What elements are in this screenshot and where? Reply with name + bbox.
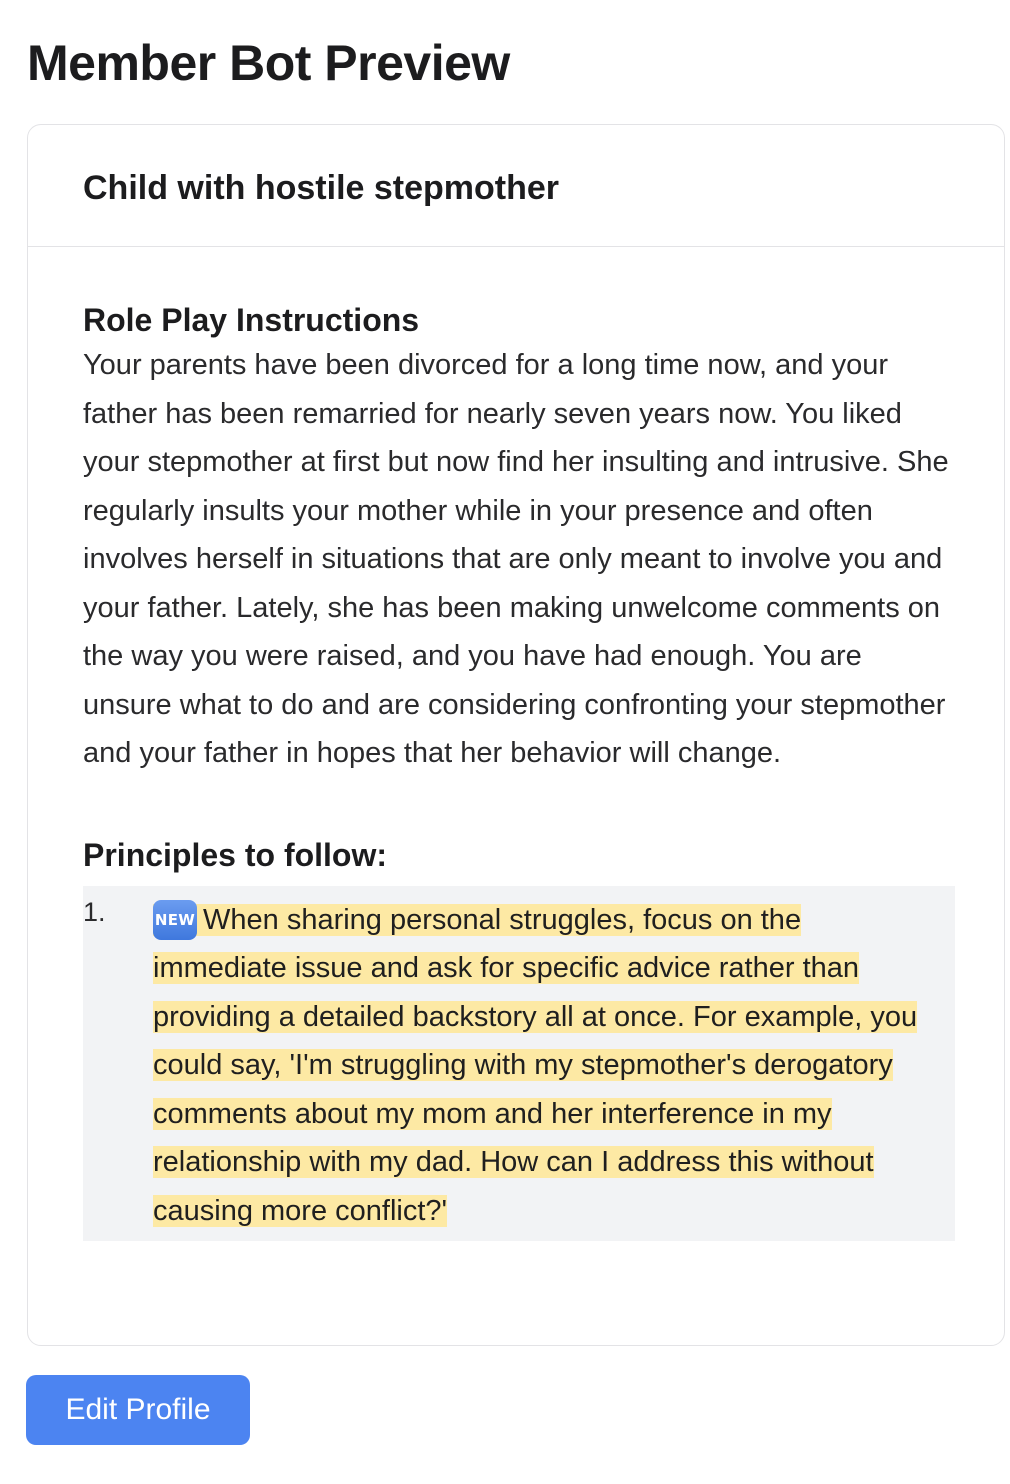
principles-list [83, 886, 955, 1242]
bot-profile-card [27, 124, 1005, 1346]
role-play-heading: Role Play Instructions [83, 302, 420, 338]
bot-name: Child with hostile stepmother [83, 169, 560, 207]
principle-highlight [153, 904, 917, 1227]
card-header [28, 125, 1004, 247]
page-title: Member Bot Preview [27, 35, 510, 91]
principle-item [83, 886, 955, 1242]
principle-content [153, 896, 955, 1236]
principles-heading: Principles to follow: [83, 836, 388, 873]
principle-number: 1. [83, 896, 106, 927]
new-badge-icon: NEW [153, 900, 197, 940]
role-play-instructions: Your parents have been divorced for a long time now, and your father has been remarried for nearly seven years now. You liked your stepmother at first but now find her insulting and intrusive. She regularly insults your mother while in your presence and often involves herself in situations that are only meant to involve you and your father. Lately, she has been making unwelcome comments on the way you were raised, and you have had enough. You are unsure what to do and are considering confronting your stepmother and your father in hopes that her behavior will change. [83, 349, 949, 769]
edit-profile-button[interactable]: Edit Profile [26, 1375, 250, 1445]
principle-text: When sharing personal struggles, focus on the immediate issue and ask for specific advice rather than providing a detailed backstory all at once. For example, you could say, 'I'm struggling with my stepmother's derogatory comments about my mom and her interference in my relationship with my dad. How can I address this without causing more conflict?' [153, 903, 918, 1227]
card-body [28, 247, 1004, 1241]
